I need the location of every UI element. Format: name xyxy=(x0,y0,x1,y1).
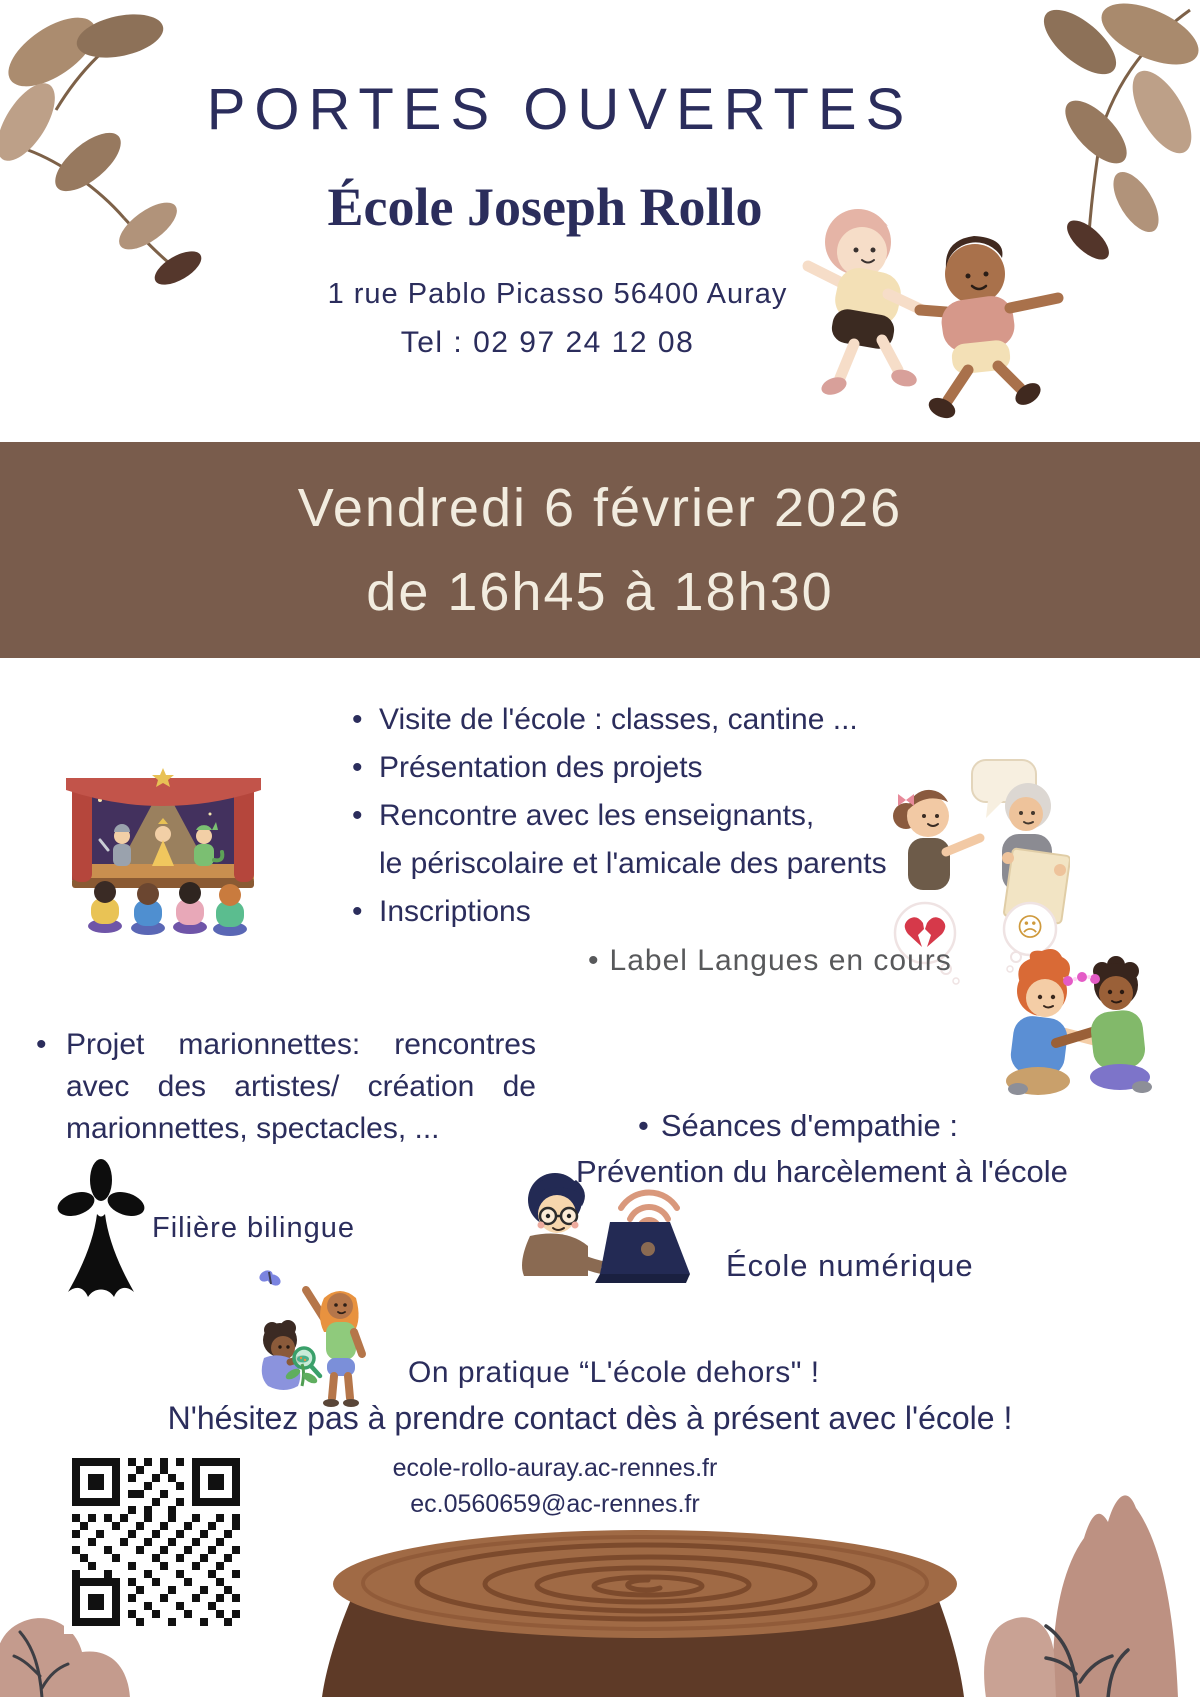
activities-list xyxy=(352,698,962,938)
filiere-bilingue-text: Filière bilingue xyxy=(152,1212,355,1244)
sad-face-icon: ☹ xyxy=(1016,913,1044,943)
bullet-icon: • xyxy=(352,703,363,736)
activity-item xyxy=(352,794,962,842)
marionnettes-text: Projet marionnettes: rencontres avec des artistes/ création de marionnettes, spectacles, ... xyxy=(66,1028,536,1145)
activity-item xyxy=(352,842,962,890)
website-text: ecole-rollo-auray.ac-rennes.fr xyxy=(392,1454,718,1482)
activity-item xyxy=(352,890,962,938)
breton-ermine-icon xyxy=(56,1158,146,1308)
bullet-icon: • xyxy=(588,944,600,977)
activity-item-label: le périscolaire et l'amicale des parents xyxy=(379,847,887,880)
ecole-dehors-text: On pratique “L'école dehors" ! xyxy=(408,1356,820,1389)
label-langues-text: Label Langues en cours xyxy=(609,944,952,977)
school-name: École Joseph Rollo xyxy=(327,177,763,237)
page-title: PORTES OUVERTES xyxy=(206,77,914,142)
empathy-item xyxy=(638,1108,958,1144)
date-banner xyxy=(0,442,1200,658)
tree-stump-illustration xyxy=(298,1488,988,1697)
marionnettes-item xyxy=(36,1024,536,1150)
contact-invite-text: N'hésitez pas à prendre contact dès à présent avec l'école ! xyxy=(167,1400,1013,1436)
outdoor-children-illustration xyxy=(242,1262,402,1407)
banner-date-line: Vendredi 6 février 2026 xyxy=(297,478,903,538)
butterfly-icon xyxy=(257,1268,282,1288)
activity-item-label: Inscriptions xyxy=(379,895,531,928)
theater-show-illustration xyxy=(60,766,267,938)
activity-item xyxy=(352,698,962,746)
activity-item xyxy=(352,746,962,794)
school-phone: Tel : 02 97 24 12 08 xyxy=(400,326,695,359)
bullet-icon: • xyxy=(638,1108,649,1143)
bullet-icon: • xyxy=(352,799,363,832)
banner-time-line: de 16h45 à 18h30 xyxy=(366,562,834,622)
empathy-title: Séances d'empathie : xyxy=(660,1108,959,1143)
activity-item-label: Visite de l'école : classes, cantine ... xyxy=(379,703,858,736)
school-address: 1 rue Pablo Picasso 56400 Auray xyxy=(327,278,788,310)
bullet-icon: • xyxy=(352,751,363,784)
leaves-left-decoration-icon xyxy=(0,0,210,290)
activity-item-label: Présentation des projets xyxy=(379,751,703,784)
email-text: ec.0560659@ac-rennes.fr xyxy=(410,1490,700,1518)
empathy-subtitle: Prévention du harcèlement à l'école xyxy=(576,1154,1068,1189)
bullet-icon: • xyxy=(36,1028,47,1061)
label-langues-item xyxy=(588,944,952,978)
bullet-icon: • xyxy=(352,895,363,928)
ecole-numerique-text: École numérique xyxy=(726,1248,974,1283)
activity-item-label: Rencontre avec les enseignants, xyxy=(379,799,815,832)
